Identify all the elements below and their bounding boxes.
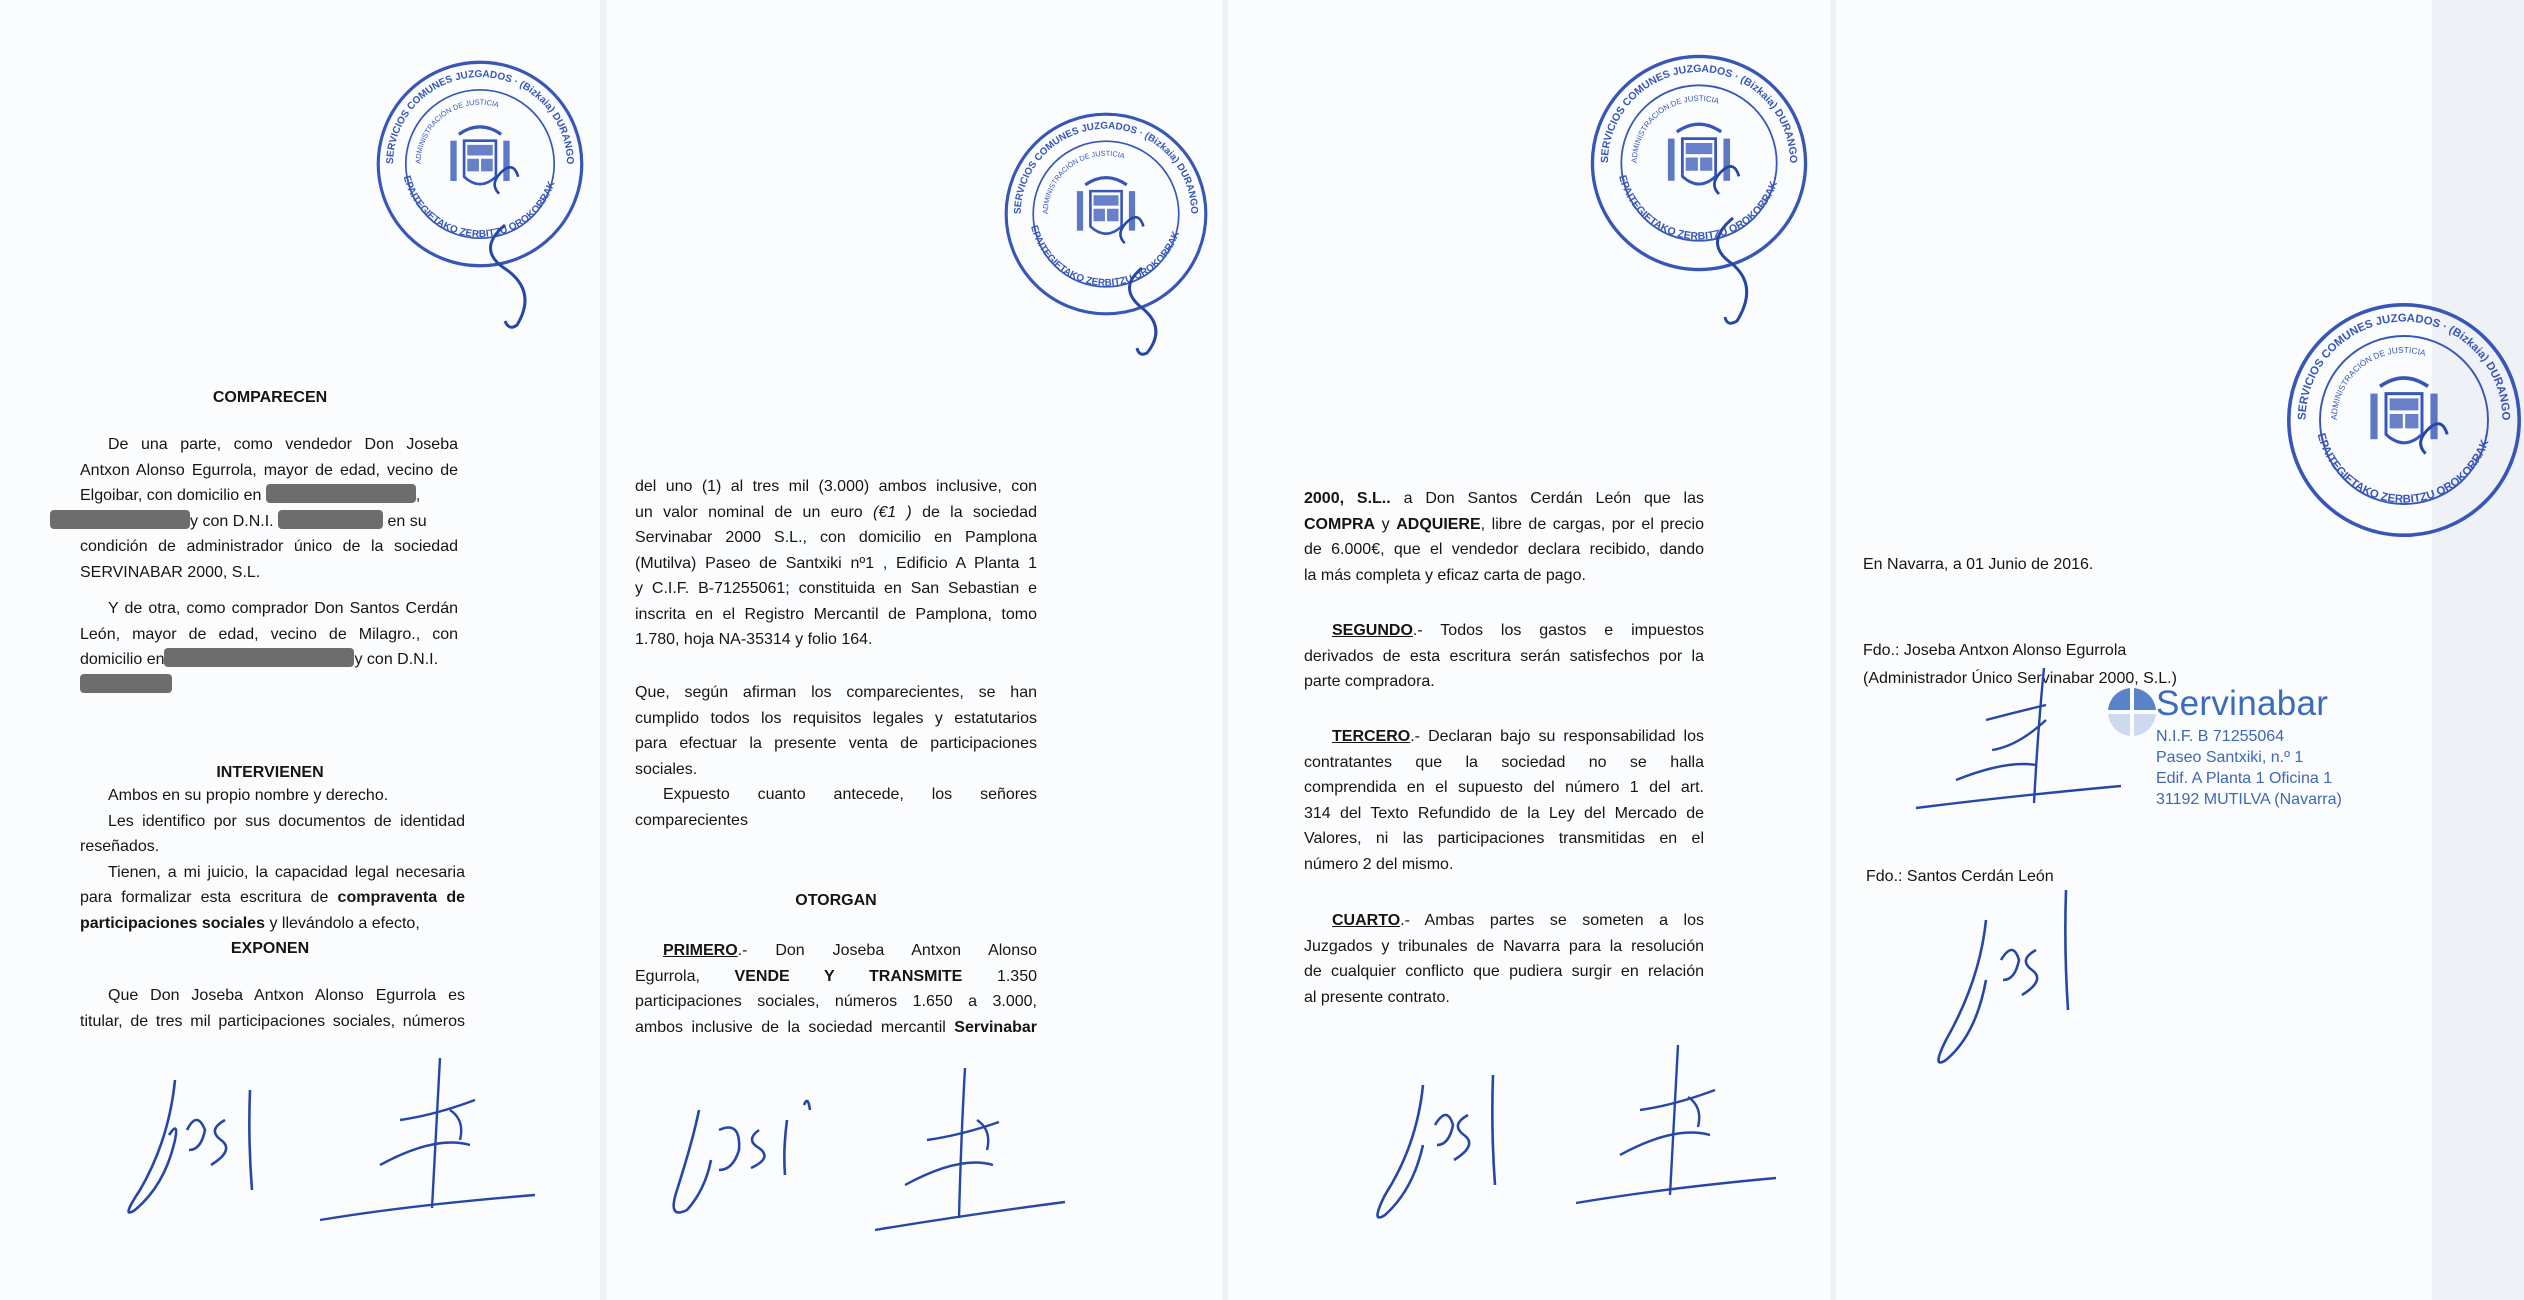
svg-text:EPAITEGIETAKO ZERBITZU OROKORR: EPAITEGIETAKO ZERBITZU OROKORRAK · bbox=[2314, 431, 2494, 506]
redaction-bar bbox=[266, 484, 416, 503]
clause-segundo: SEGUNDO.- Todos los gastos e impuestos derivados de esta escritura serán satisfechos por la parte compradora. bbox=[1304, 622, 1704, 690]
heading-exponen: EXPONEN bbox=[230, 940, 310, 957]
paragraph-vendedor: De una parte, como vendedor Don Joseba Antxon Alonso Egurrola, mayor de edad, vecino de Elgoibar, con domicilio en , y con D.N.I. en su condición de administrador único de la sociedad SERVINABAR 2000, S.L. bbox=[80, 432, 458, 585]
signature-joseba-alonso bbox=[1896, 660, 2136, 820]
clause-primero: PRIMERO.- Don Joseba Antxon Alonso Egurrola, VENDE Y TRANSMITE 1.350 participaciones sociales, números 1.650 a 3.000, ambos inclusive de la sociedad mercantil Servinabar bbox=[635, 942, 1037, 1036]
document-page-3 bbox=[1228, 0, 1830, 1300]
servinabar-address-1: Paseo Santxiki, n.º 1 bbox=[2156, 749, 2304, 766]
signature-joseba-alonso bbox=[1558, 1035, 1788, 1215]
servinabar-brand-name: Servinabar bbox=[2156, 684, 2329, 723]
svg-text:ADMINISTRACIÓN DE JUSTICIA: ADMINISTRACIÓN DE JUSTICIA bbox=[413, 97, 501, 165]
stamp-scribble-3 bbox=[1693, 210, 1773, 330]
heading-otorgan: OTORGAN bbox=[795, 892, 877, 909]
servinabar-nif: N.I.F. B 71255064 bbox=[2156, 728, 2285, 745]
clause-cuarto: CUARTO.- Ambas partes se someten a los Juzgados y tribunales de Navarra para la resolución de cualquier conflicto que pudiera surgir en relación al presente contrato. bbox=[1304, 912, 1704, 1006]
paragraph-exponen: Que Don Joseba Antxon Alonso Egurrola es titular, de tres mil participaciones sociales, números bbox=[80, 987, 465, 1030]
redaction-bar bbox=[80, 674, 172, 693]
signature-santos-cerdan bbox=[669, 1090, 859, 1230]
svg-text:ADMINISTRACIÓN DE JUSTICIA: ADMINISTRACIÓN DE JUSTICIA bbox=[2328, 344, 2427, 421]
signature-santos-cerdan bbox=[115, 1060, 285, 1260]
paragraph-comprador: Y de otra, como comprador Don Santos Cerdán León, mayor de edad, vecino de Milagro., con domicilio en y con D.N.I. bbox=[80, 596, 458, 698]
signatory-alonso: Fdo.: Joseba Antxon Alonso Egurrola bbox=[1863, 642, 2127, 659]
signatory-cerdan: Fdo.: Santos Cerdán León bbox=[1866, 868, 2054, 885]
court-stamp-4 bbox=[2284, 300, 2524, 540]
svg-text:ADMINISTRACIÓN DE JUSTICIA: ADMINISTRACIÓN DE JUSTICIA bbox=[1040, 148, 1126, 215]
document-page-1 bbox=[0, 0, 600, 1300]
stamp-scribble-1 bbox=[470, 215, 550, 335]
servinabar-address-2: Edif. A Planta 1 Oficina 1 bbox=[2156, 770, 2333, 787]
clause-tercero: TERCERO.- Declaran bajo su responsabilidad los contratantes que la sociedad no se halla comprendida en el supuesto del número 1 del art. 314 del Texto Refundido de la Ley del Mercado de Valores, ni las participaciones transmitidas en el número 2 del mismo. bbox=[1304, 728, 1704, 873]
svg-text:SERVICIOS COMUNES JUZGADOS · (: SERVICIOS COMUNES JUZGADOS · (Bizkaia) DURANGO bbox=[1598, 62, 1800, 164]
heading-intervienen: INTERVIENEN bbox=[216, 764, 324, 781]
heading-comparecen: COMPARECEN bbox=[212, 389, 328, 406]
stamp-scribble-2 bbox=[1112, 260, 1192, 360]
document-page-2 bbox=[607, 0, 1222, 1300]
paragraph-compra: 2000, S.L.. a Don Santos Cerdán León que las COMPRA y ADQUIERE, libre de cargas, por el precio de 6.000€, que el vendedor declara recibido, dando la más completa y eficaz carta de pago. bbox=[1304, 490, 1705, 584]
svg-text:SERVICIOS COMUNES JUZGADOS · (: SERVICIOS COMUNES JUZGADOS · (Bizkaia) DURANGO bbox=[385, 69, 576, 165]
svg-text:SERVICIOS COMUNES JUZGADOS · (: SERVICIOS COMUNES JUZGADOS · (Bizkaia) DURANGO bbox=[1012, 120, 1200, 215]
svg-text:EPAITEGIETAKO ZERBITZU OROKORR: EPAITEGIETAKO ZERBITZU OROKORRAK · bbox=[400, 174, 560, 241]
svg-text:ADMINISTRACIÓN DE JUSTICIA: ADMINISTRACIÓN DE JUSTICIA bbox=[1629, 93, 1721, 164]
svg-text:EPAITEGIETAKO ZERBITZU OROKORR: EPAITEGIETAKO ZERBITZU OROKORRAK · bbox=[1028, 224, 1184, 289]
svg-text:SERVICIOS COMUNES JUZGADOS · (: SERVICIOS COMUNES JUZGADOS · (Bizkaia) DURANGO bbox=[2296, 312, 2512, 421]
redaction-bar bbox=[164, 648, 354, 667]
signature-santos-cerdan bbox=[1363, 1055, 1543, 1255]
servinabar-address-3: 31192 MUTILVA (Navarra) bbox=[2156, 791, 2342, 808]
redaction-bar bbox=[278, 510, 383, 529]
paragraph-participaciones: del uno (1) al tres mil (3.000) ambos inclusive, con un valor nominal de un euro (€1 ) de la sociedad Servinabar 2000 S.L., con domicilio en Pamplona (Mutilva) Paseo de Santxiki nº1 , Edificio A Planta 1 y C.I.F. B-71255061; constituida en San Sebastian e inscrita en el Registro Mercantil de Pamplona, tomo 1.780, hoja NA-35314 y folio 164. bbox=[635, 478, 1037, 648]
signatory-alonso-role: (Administrador Único Servinabar 2000, S.L.) bbox=[1863, 670, 2177, 687]
signature-joseba-alonso bbox=[865, 1060, 1085, 1240]
paragraph-requisitos: Que, según afirman los comparecientes, se han cumplido todos los requisitos legales y estatutarios para efectuar la presente venta de participaciones sociales. Expuesto cuanto antecede, los señores comparecientes bbox=[635, 684, 1037, 829]
paragraph-intervienen: Ambos en su propio nombre y derecho. Les identifico por sus documentos de identidad reseñados. Tienen, a mi juicio, la capacidad legal necesaria para formalizar esta escritura de compraventa de participaciones sociales y llevándolo a efecto, bbox=[80, 787, 465, 932]
svg-text:EPAITEGIETAKO ZERBITZU OROKORR: EPAITEGIETAKO ZERBITZU OROKORRAK · bbox=[1616, 173, 1782, 243]
signature-santos-cerdan bbox=[1926, 880, 2116, 1100]
redaction-bar bbox=[50, 510, 190, 529]
signature-joseba-alonso bbox=[300, 1050, 550, 1230]
date-line: En Navarra, a 01 Junio de 2016. bbox=[1863, 556, 2094, 573]
servinabar-emblem-icon bbox=[2104, 684, 2160, 740]
document-page-4 bbox=[1836, 0, 2512, 1300]
